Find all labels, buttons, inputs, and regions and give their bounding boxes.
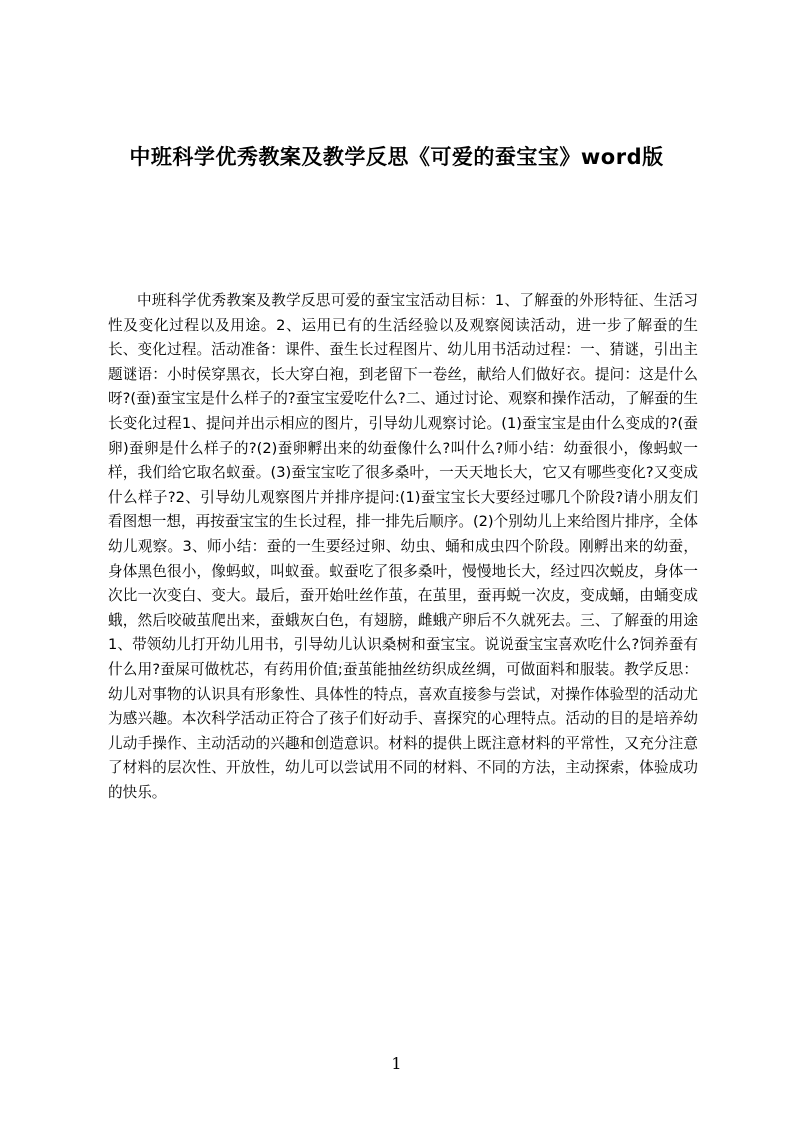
document-body-paragraph: 中班科学优秀教案及教学反思可爱的蚕宝宝活动目标：1、了解蚕的外形特征、生活习性及变化过程以及用途。2、运用已有的生活经验以及观察阅读活动，进一步了解蚕的生长、变化过程。活动准备：课件、蚕生长过程图片、幼儿用书活动过程：一、猜谜，引出主题谜语：小时侯穿黑衣，长大穿白袍，到老留下一卷丝，献给人们做好衣。提问：这是什么呀?(蚕)蚕宝宝是什么样子的?蚕宝宝爱吃什么?二、通过讨论、观察和操作活动，了解蚕的生长变化过程1、提问并出示相应的图片，引导幼儿观察讨论。(1)蚕宝宝是由什么变成的?(蚕卵)蚕卵是什么样子的?(2)蚕卵孵出来的幼蚕像什么?叫什么?师小结：幼蚕很小，像蚂蚁一样，我们给它取名蚁蚕。(3)蚕宝宝吃了很多桑叶，一天天地长大，它又有哪些变化?又变成什么样子?2、引导幼儿观察图片并排序提问:(1)蚕宝宝长大要经过哪几个阶段?请小朋友们看图想一想，再按蚕宝宝的生长过程，排一排先后顺序。(2)个别幼儿上来给图片排序，全体幼儿观察。3、师小结：蚕的一生要经过卵、幼虫、蛹和成虫四个阶段。刚孵出来的幼蚕，身体黑色很小，像蚂蚁，叫蚁蚕。蚁蚕吃了很多桑叶，慢慢地长大，经过四次蜕皮，身体一次比一次变白、变大。最后，蚕开始吐丝作茧，在茧里，蚕再蜕一次皮，变成蛹，由蛹变成蛾，然后咬破茧爬出来，蚕蛾灰白色，有翅膀，雌蛾产卵后不久就死去。三、了解蚕的用途1、带领幼儿打开幼儿用书，引导幼儿认识桑树和蚕宝宝。说说蚕宝宝喜欢吃什么?饲养蚕有什么用?蚕屎可做枕芯，有药用价值;蚕茧能抽丝纺织成丝绸，可做面料和服装。教学反思：幼儿对事物的认识具有形象性、具体性的特点，喜欢直接参与尝试，对操作体验型的活动尤为感兴趣。本次科学活动正符合了孩子们好动手、喜探究的心理特点。活动的目的是培养幼儿动手操作、主动活动的兴趣和创造意识。材料的提供上既注意材料的平常性，又充分注意了材料的层次性、开放性，幼儿可以尝试用不同的材料、不同的方法，主动探索，体验成功的快乐。 bbox=[108, 292, 698, 801]
page-number: 1 bbox=[391, 1054, 402, 1073]
document-title: 中班科学优秀教案及教学反思《可爱的蚕宝宝》word版 bbox=[129, 145, 664, 169]
